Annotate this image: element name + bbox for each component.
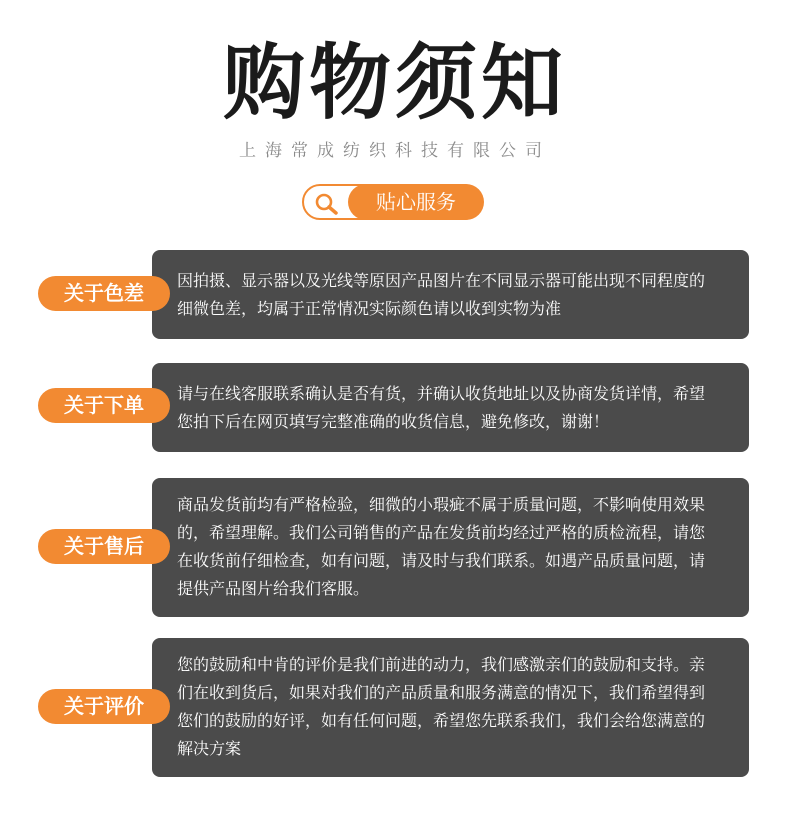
section-tag-ordering: 关于下单 — [38, 388, 170, 423]
section-text-line: 请与在线客服联系确认是否有货，并确认收货地址以及协商发货详情，希望 — [177, 384, 706, 403]
section-card-after-sales — [152, 478, 749, 617]
section-tag-reviews: 关于评价 — [38, 689, 170, 724]
section-text-line: 商品发货前均有严格检验，细微的小瑕疵不属于质量问题，不影响使用效果 — [177, 495, 706, 514]
section-text-line: 细微色差，均属于正常情况实际颜色请以收到实物为准 — [177, 299, 562, 318]
section-text-line: 解决方案 — [177, 739, 242, 758]
service-label: 贴心服务 — [348, 184, 484, 220]
section-text-line: 因拍摄、显示器以及光线等原因产品图片在不同显示器可能出现不同程度的 — [177, 271, 706, 290]
section-tag-color-difference: 关于色差 — [38, 276, 170, 311]
section-text-line: 的，希望理解。我们公司销售的产品在发货前均经过严格的质检流程，请您 — [177, 523, 706, 542]
page-title: 购物须知 — [222, 36, 567, 131]
section-text-line: 们在收到货后，如果对我们的产品质量和服务满意的情况下，我们希望得到 — [177, 683, 706, 702]
section-text-line: 您们的鼓励的好评，如有任何问题，希望您先联系我们，我们会给您满意的 — [177, 711, 706, 730]
section-card-ordering — [152, 363, 749, 452]
section-text-line: 在收货前仔细检查，如有问题，请及时与我们联系。如遇产品质量问题，请 — [177, 551, 706, 570]
section-card-reviews — [152, 638, 749, 777]
section-card-color-difference — [152, 250, 749, 339]
search-icon — [314, 192, 340, 216]
service-badge — [302, 184, 482, 220]
section-text-line: 您拍下后在网页填写完整准确的收货信息，避免修改，谢谢！ — [177, 412, 610, 431]
company-name: 上海常成纺织科技有限公司 — [239, 141, 551, 161]
section-text-line: 提供产品图片给我们客服。 — [177, 579, 370, 598]
section-text-line: 您的鼓励和中肯的评价是我们前进的动力，我们感激亲们的鼓励和支持。亲 — [177, 655, 706, 674]
section-tag-after-sales: 关于售后 — [38, 529, 170, 564]
